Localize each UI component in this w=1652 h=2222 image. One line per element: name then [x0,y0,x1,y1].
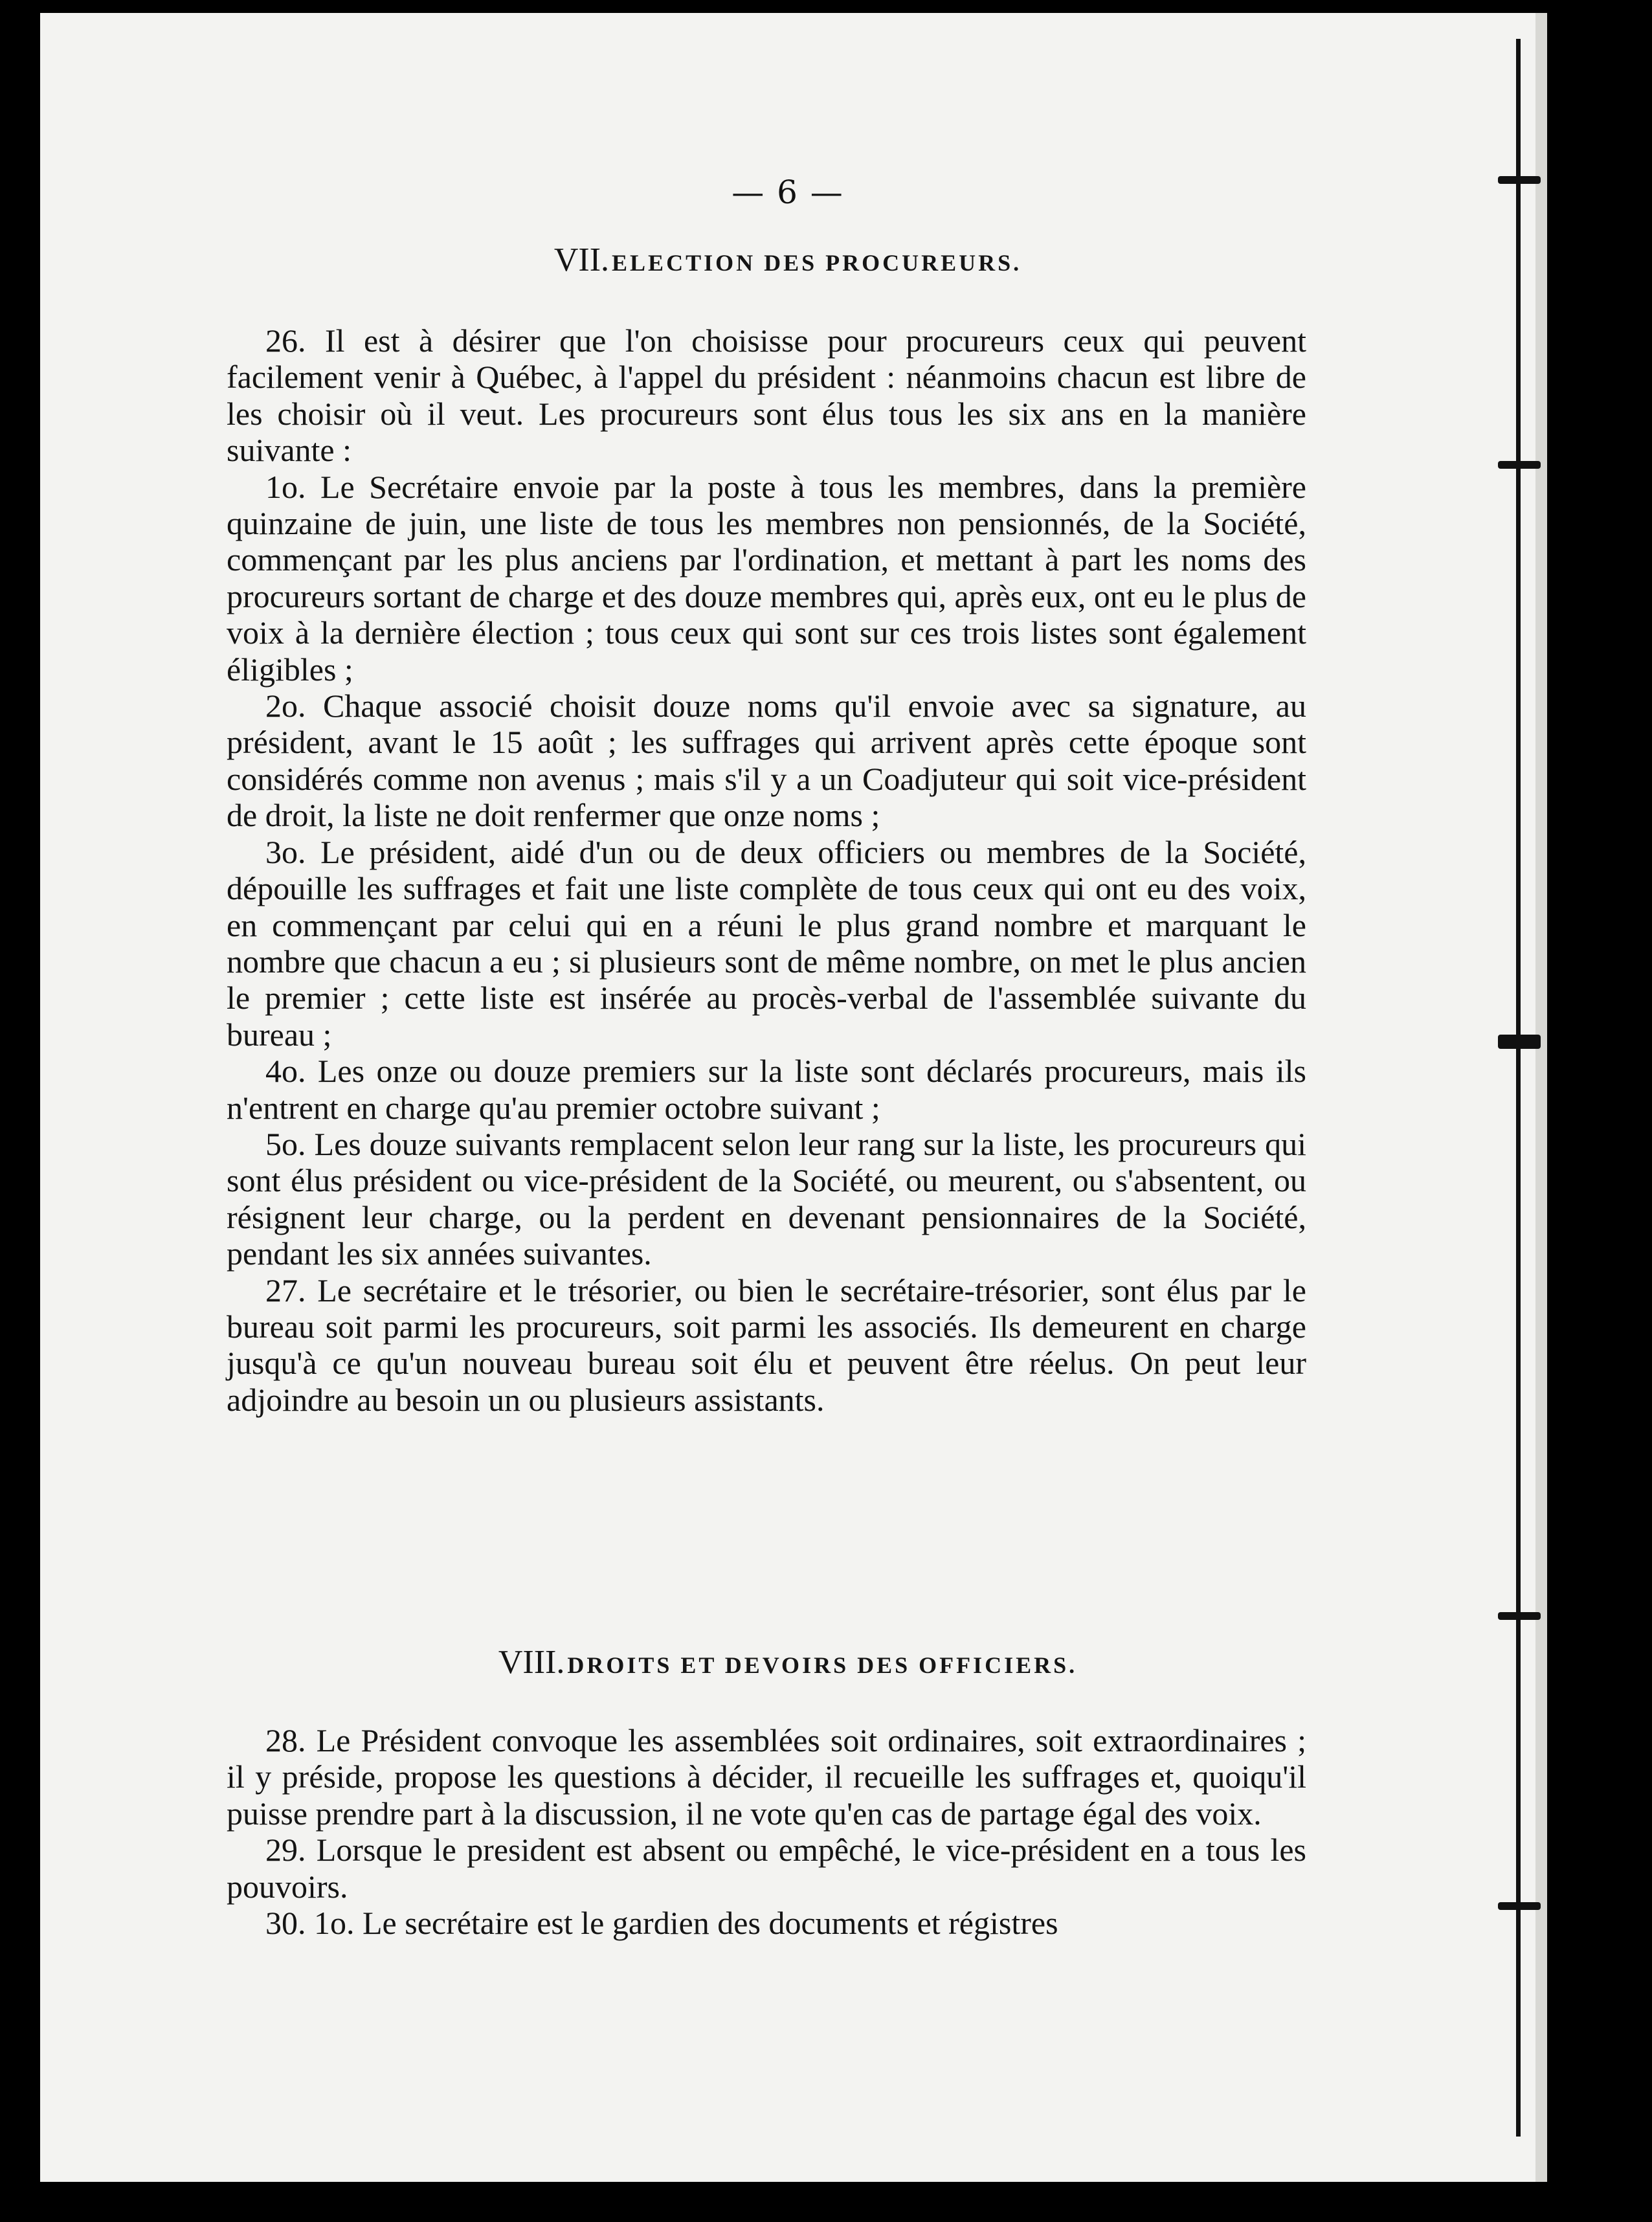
section-title: DROITS ET DEVOIRS DES OFFICIERS. [567,1652,1078,1678]
section-title: ELECTION DES PROCUREURS. [612,250,1022,276]
article-26-item-2: 2o. Chaque associé choisit douze noms qu'il envoie avec sa signature, au président, avant le 15 août ; les suffrages qui arrivent après cette époque sont considérés comme non avenus ; mais s'il y a un Coadjuteur qui soit vice-président de droit, la liste ne doit renfermer que onze noms ; [227,688,1306,834]
section-heading-vii [40,241,1535,279]
scanned-page [40,13,1535,2182]
article-26-item-4: 4o. Les onze ou douze premiers sur la liste sont déclarés procureurs, mais ils n'entrent en charge qu'au premier octobre suivant ; [227,1053,1306,1126]
section-number: VIII. [498,1644,565,1681]
page-binding-edge [1535,13,1547,2182]
section-body-viii [227,1722,1306,1941]
article-30-paragraph: 30. 1o. Le secrétaire est le gardien des documents et régistres [265,1905,1058,1942]
page-number: — 6 — [731,174,844,211]
article-26-item-5: 5o. Les douze suivants remplacent selon leur rang sur la liste, les procureurs qui sont élus président ou vice-président de la Société, ou meurent, ou s'absentent, ou résignent leur charge, ou la perdent en devenant pensionnaires de la Société, pendant les six années suivantes. [227,1125,1306,1272]
section-number: VII. [553,241,610,278]
article-26-item-3: 3o. Le président, aidé d'un ou de deux officiers ou membres de la Société, dépouille les suffrages et fait une liste complète de tous ceux qui ont eu des voix, en commençant par celui qui en a réuni le plus grand nombre et marquant le nombre que chacun a eu ; si plusieurs sont de même nombre, on met le plus ancien le premier ; cette liste est insérée au procès-verbal de l'assemblée suivante du bureau ; [227,833,1306,1053]
binding-stitch [1498,1035,1541,1049]
article-29-paragraph: 29. Lorsque le president est absent ou empêché, le vice-président en a tous les pouvoirs. [227,1832,1306,1905]
binding-spine-line [1516,39,1521,2137]
binding-stitch [1498,176,1541,184]
article-27-paragraph: 27. Le secrétaire et le trésorier, ou bien le secrétaire-trésorier, sont élus par le bureau soit parmi les procureurs, soit parmi les associés. Ils demeurent en charge jusqu'à ce qu'un nouveau bureau soit élu et peuvent être réelus. On peut leur adjoindre au besoin un ou plusieurs assistants. [227,1272,1306,1418]
article-26-paragraph: 26. Il est à désirer que l'on choisisse pour procureurs ceux qui peuvent facilement venir à Québec, à l'appel du président : néanmoins chacun est libre de les choisir où il veut. Les procureurs sont élus tous les six ans en la manière suivante : [227,322,1306,469]
binding-stitch [1498,1612,1541,1620]
article-26-item-1: 1o. Le Secrétaire envoie par la poste à tous les membres, dans la première quinzaine de juin, une liste de tous les membres non pensionnés, de la Société, commençant par les plus anciens par l'ordination, et mettant à part les noms des procureurs sortant de charge et des douze membres qui, après eux, ont eu le plus de voix à la dernière élection ; tous ceux qui sont sur ces trois listes sont également éligibles ; [227,468,1306,688]
section-heading-viii [40,1643,1535,1681]
binding-stitch [1498,461,1541,469]
binding-stitch [1498,1902,1541,1910]
section-body-vii [227,322,1306,1418]
article-28-paragraph: 28. Le Président convoque les assemblées soit ordinaires, soit extraordinaires ; il y préside, propose les questions à décider, il recueille les suffrages et, quoiqu'il puisse prendre part à la discussion, il ne vote qu'en cas de partage égal des voix. [227,1722,1306,1832]
